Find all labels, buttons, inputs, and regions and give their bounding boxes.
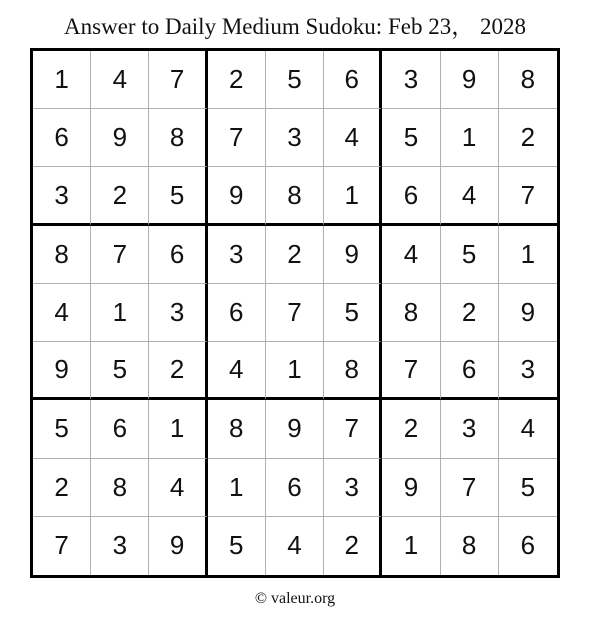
sudoku-cell: 3	[499, 342, 557, 400]
sudoku-cell: 3	[382, 51, 440, 109]
sudoku-cell: 2	[266, 226, 324, 284]
sudoku-cell: 4	[382, 226, 440, 284]
sudoku-cell: 5	[324, 284, 382, 342]
sudoku-cell: 3	[33, 167, 91, 225]
sudoku-cell: 2	[208, 51, 266, 109]
sudoku-cell: 9	[149, 517, 207, 575]
sudoku-cell: 5	[208, 517, 266, 575]
sudoku-cell: 7	[324, 400, 382, 458]
sudoku-cell: 2	[499, 109, 557, 167]
sudoku-cell: 4	[149, 459, 207, 517]
sudoku-cell: 1	[499, 226, 557, 284]
sudoku-cell: 4	[441, 167, 499, 225]
sudoku-cell: 4	[208, 342, 266, 400]
sudoku-cell: 7	[33, 517, 91, 575]
sudoku-cell: 3	[91, 517, 149, 575]
sudoku-cell: 1	[91, 284, 149, 342]
sudoku-cell: 1	[324, 167, 382, 225]
sudoku-cell: 5	[499, 459, 557, 517]
sudoku-cell: 1	[382, 517, 440, 575]
sudoku-cell: 4	[266, 517, 324, 575]
sudoku-cell: 9	[499, 284, 557, 342]
sudoku-cell: 3	[324, 459, 382, 517]
sudoku-cell: 5	[91, 342, 149, 400]
sudoku-cell: 9	[208, 167, 266, 225]
sudoku-cell: 7	[499, 167, 557, 225]
sudoku-cell: 2	[441, 284, 499, 342]
sudoku-cell: 2	[33, 459, 91, 517]
sudoku-cell: 7	[441, 459, 499, 517]
sudoku-cell: 4	[499, 400, 557, 458]
sudoku-cell: 4	[91, 51, 149, 109]
sudoku-cell: 7	[208, 109, 266, 167]
sudoku-cell: 8	[324, 342, 382, 400]
sudoku-cell: 1	[149, 400, 207, 458]
sudoku-cell: 9	[324, 226, 382, 284]
sudoku-cell: 9	[266, 400, 324, 458]
sudoku-cell: 1	[266, 342, 324, 400]
sudoku-cell: 6	[33, 109, 91, 167]
sudoku-cell: 3	[208, 226, 266, 284]
sudoku-cell: 6	[266, 459, 324, 517]
sudoku-cell: 6	[91, 400, 149, 458]
sudoku-cell: 7	[266, 284, 324, 342]
sudoku-cell: 1	[441, 109, 499, 167]
sudoku-cell: 6	[149, 226, 207, 284]
sudoku-cell: 1	[33, 51, 91, 109]
sudoku-cell: 7	[91, 226, 149, 284]
sudoku-cell: 9	[33, 342, 91, 400]
sudoku-cell: 6	[324, 51, 382, 109]
sudoku-cell: 6	[382, 167, 440, 225]
sudoku-cell: 3	[149, 284, 207, 342]
sudoku-cell: 9	[382, 459, 440, 517]
sudoku-cell: 5	[33, 400, 91, 458]
sudoku-cell: 5	[441, 226, 499, 284]
sudoku-cell: 6	[520, 530, 536, 561]
sudoku-cell: 8	[208, 400, 266, 458]
sudoku-cell: 7	[149, 51, 207, 109]
sudoku-cell: 4	[324, 109, 382, 167]
sudoku-cell: 8	[382, 284, 440, 342]
sudoku-cell: 9	[441, 51, 499, 109]
sudoku-cell: 8	[499, 51, 557, 109]
sudoku-cell: 5	[266, 51, 324, 109]
sudoku-cell: 4	[33, 284, 91, 342]
sudoku-cell: 8	[33, 226, 91, 284]
sudoku-cell: 2	[91, 167, 149, 225]
sudoku-cell: 2	[324, 517, 382, 575]
sudoku-cell: 6	[441, 342, 499, 400]
sudoku-cell: 5	[149, 167, 207, 225]
sudoku-grid	[30, 48, 560, 578]
sudoku-cell: 8	[91, 459, 149, 517]
puzzle-title: Answer to Daily Medium Sudoku: Feb 23， 2028	[64, 14, 526, 39]
sudoku-cell: 2	[149, 342, 207, 400]
sudoku-cell: 5	[382, 109, 440, 167]
sudoku-cell: 3	[441, 400, 499, 458]
sudoku-cell: 8	[266, 167, 324, 225]
sudoku-cell: 1	[208, 459, 266, 517]
sudoku-cell: 7	[382, 342, 440, 400]
sudoku-cell: 6	[208, 284, 266, 342]
sudoku-cell: 3	[266, 109, 324, 167]
sudoku-cell: 8	[149, 109, 207, 167]
sudoku-cell: 9	[91, 109, 149, 167]
copyright-footer: © valeur.org	[254, 590, 336, 607]
sudoku-cell: 2	[382, 400, 440, 458]
sudoku-cell: 8	[441, 517, 499, 575]
